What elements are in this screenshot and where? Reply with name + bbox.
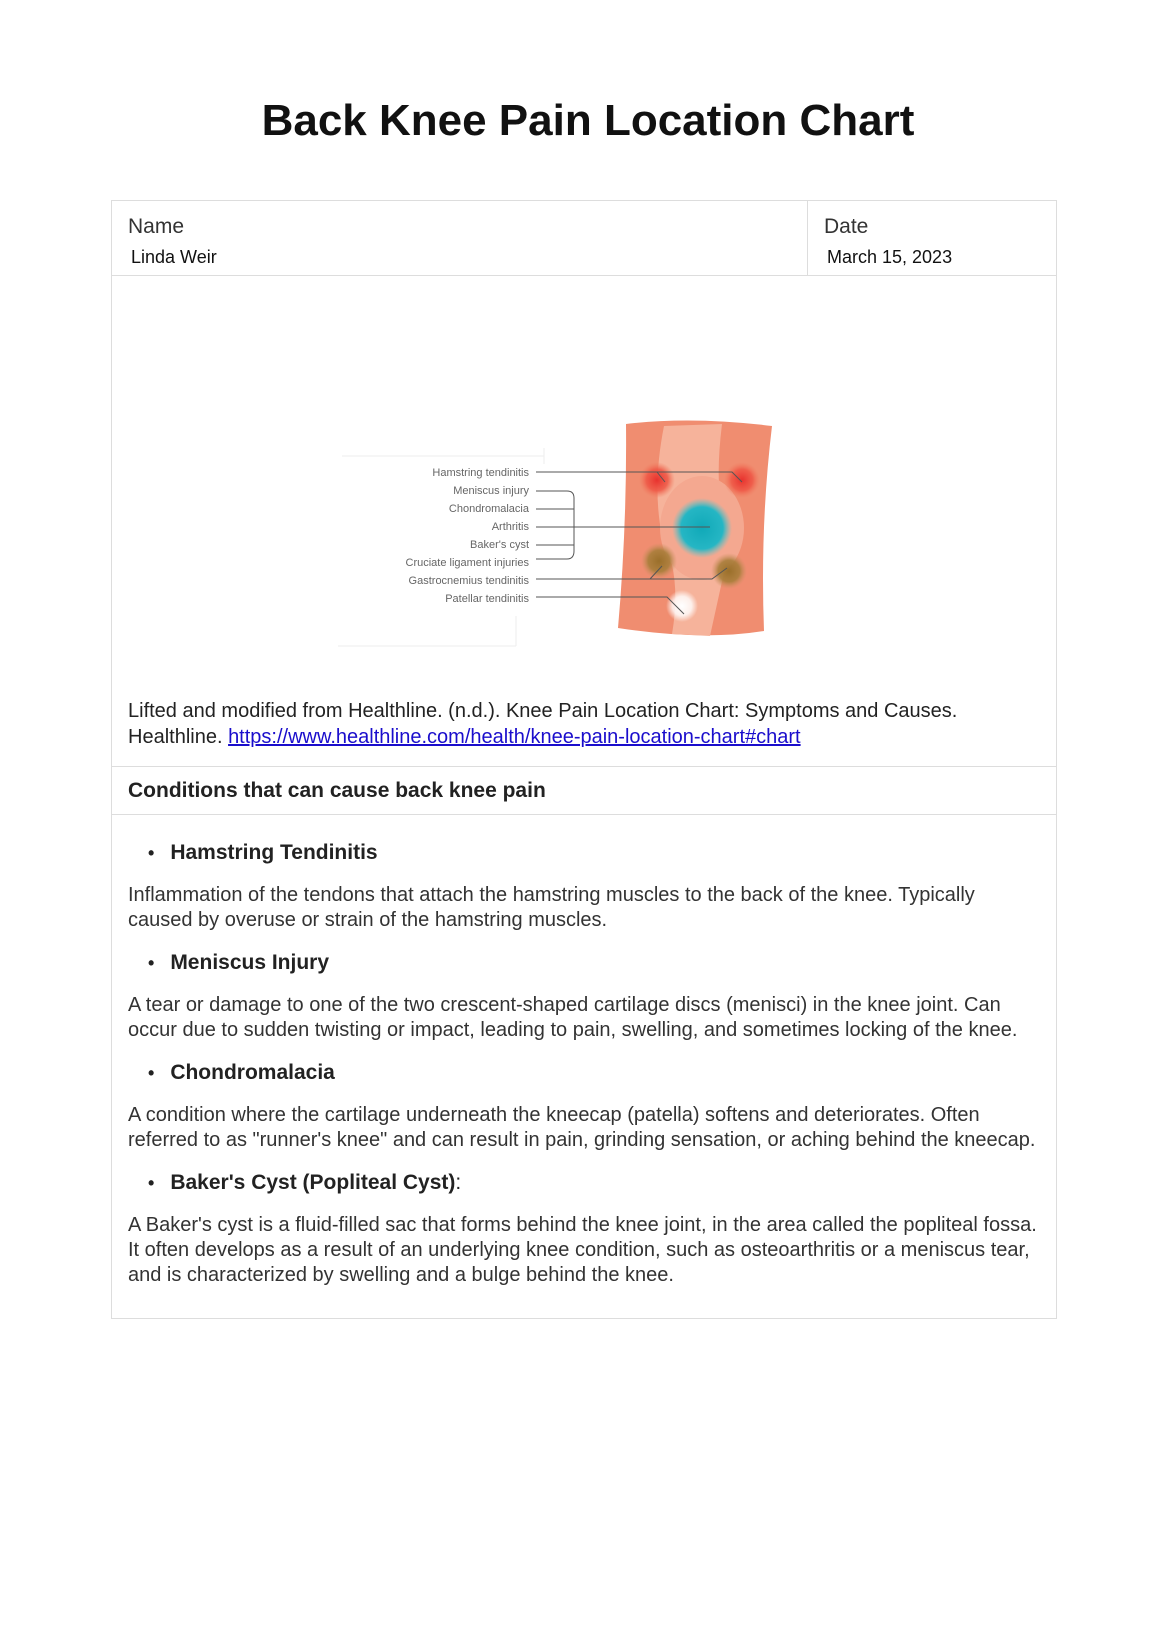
name-value: Linda Weir (131, 247, 217, 267)
gastrocnemius-spot-left (641, 543, 677, 579)
date-label: Date (824, 215, 869, 238)
label-meniscus: Meniscus injury (453, 485, 529, 497)
hamstring-spot-right (724, 462, 760, 498)
condition-heading: • Hamstring Tendinitis (148, 841, 378, 864)
condition-description: Inflammation of the tendons that attach the hamstring muscles to the back of the knee. Typically caused by overuse or strain of the hamstring muscles. (128, 884, 975, 931)
condition-heading: • Baker's Cyst (Popliteal Cyst) : (148, 1171, 462, 1194)
conditions-list (112, 815, 1056, 1318)
citation-link[interactable]: https://www.healthline.com/health/knee-pain-location-chart#chart (228, 726, 801, 748)
header-row (112, 201, 1056, 276)
condition-description: A tear or damage to one of the two crescent-shaped cartilage discs (menisci) in the knee joint. Can occur due to sudden twisting or impact, leading to pain, swelling, and sometimes locking of the knee. (128, 994, 1018, 1041)
condition-heading: • Meniscus Injury (148, 951, 330, 974)
diagram-cell (112, 276, 1056, 767)
label-gastrocnemius: Gastrocnemius tendinitis (408, 575, 529, 587)
citation-text: Lifted and modified from Healthline. (n.d.). Knee Pain Location Chart: Symptoms and Causes. Healthline. (128, 700, 958, 748)
suffix: : (455, 1171, 462, 1194)
label-patellar: Patellar tendinitis (445, 593, 529, 605)
label-bakers-cyst: Baker's cyst (470, 539, 529, 551)
label-chondromalacia: Chondromalacia (448, 503, 529, 515)
condition-name: Hamstring Tendinitis (170, 841, 378, 864)
date-cell (808, 201, 1056, 275)
condition-name: Baker's Cyst (Popliteal Cyst) (170, 1171, 456, 1194)
page-title: Back Knee Pain Location Chart (261, 96, 915, 145)
condition-description: A Baker's cyst is a fluid-filled sac that forms behind the knee joint, in the area called the popliteal fossa. It often develops as a result of an underlying knee condition, such as osteoarthritis or a meniscus tear, and is characterized by swelling and a bulge behind the knee. (128, 1214, 1037, 1286)
label-hamstring: Hamstring tendinitis (432, 467, 529, 479)
label-cruciate: Cruciate ligament injuries (405, 557, 529, 569)
name-label: Name (128, 215, 185, 238)
arthritis-spot (672, 498, 732, 558)
condition-heading: • Chondromalacia (148, 1061, 335, 1084)
condition-name: Meniscus Injury (170, 951, 330, 974)
section-title: Conditions that can cause back knee pain (112, 767, 1056, 815)
condition-description: A condition where the cartilage underneath the kneecap (patella) softens and deteriorates. Often referred to as "runner's knee" and can result in pain, grinding sensation, or aching behind the kneecap. (128, 1104, 1036, 1151)
condition-name: Chondromalacia (170, 1061, 335, 1084)
name-cell (112, 201, 808, 275)
label-arthritis: Arthritis (491, 521, 529, 533)
hamstring-spot-left (639, 462, 675, 498)
date-value: March 15, 2023 (827, 247, 953, 267)
knee-diagram (112, 276, 1056, 696)
citation (128, 698, 1028, 750)
gastrocnemius-spot-right (711, 553, 747, 589)
patellar-spot (666, 590, 698, 622)
chart-form (111, 200, 1057, 1319)
